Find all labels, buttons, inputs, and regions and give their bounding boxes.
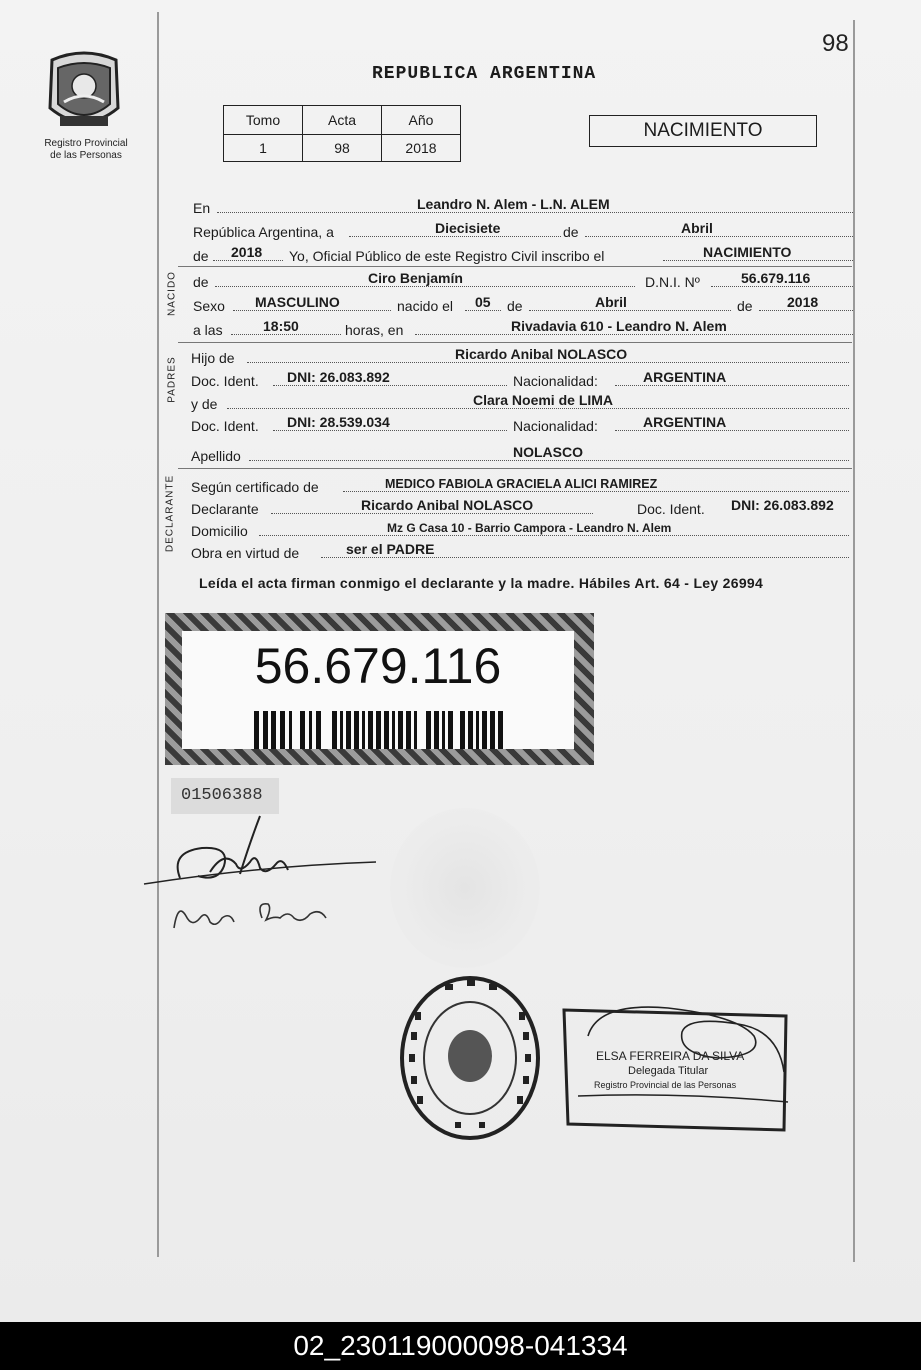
row-en	[193, 196, 853, 216]
footer-code: 02_230119000098-041334	[0, 1322, 921, 1370]
value-father-doc: DNI: 26.083.892	[287, 369, 390, 385]
row-domicilio	[191, 519, 851, 539]
document-title: REPUBLICA ARGENTINA	[372, 64, 597, 84]
dotted-line	[759, 310, 853, 311]
dotted-line	[663, 260, 853, 261]
dotted-line	[271, 513, 593, 514]
dotted-line	[247, 362, 849, 363]
value-birth-month: Abril	[595, 294, 627, 310]
value-father-nationality: ARGENTINA	[643, 369, 727, 385]
section-label-declarante: DECLARANTE	[164, 474, 176, 553]
dni-sticker-label	[182, 631, 574, 749]
value-mother-nationality: ARGENTINA	[643, 414, 727, 430]
serial-number: 01506388	[181, 786, 263, 805]
value-act: NACIMIENTO	[703, 244, 792, 260]
value-day: Diecisiete	[435, 220, 501, 236]
serial-stamp	[171, 778, 279, 814]
dotted-line	[273, 430, 507, 431]
value-birth-day: 05	[475, 294, 491, 310]
closing-statement: Leída el acta firman conmigo el declarante y la madre. Hábiles Art. 64 - Ley 26994	[199, 575, 764, 591]
value-child-dni: 56.679.116	[741, 270, 811, 286]
dotted-line	[215, 286, 635, 287]
misiones-seal-icon	[44, 46, 124, 136]
value-child-name: Ciro Benjamín	[368, 270, 463, 286]
label-sexo: Sexo	[193, 298, 225, 314]
label-de: de	[737, 298, 753, 314]
label-dni: D.N.I. Nº	[645, 274, 700, 290]
value-certificate: MEDICO FABIOLA GRACIELA ALICI RAMIREZ	[385, 477, 658, 491]
section-separator	[178, 266, 852, 267]
label-a-las: a las	[193, 322, 223, 338]
label-declarante: Declarante	[191, 501, 259, 517]
dotted-line	[615, 430, 849, 431]
row-hijo-de	[191, 346, 851, 366]
label-nacionalidad: Nacionalidad:	[513, 373, 598, 389]
registry-line-1: Registro Provincial	[44, 138, 128, 149]
dotted-line	[213, 260, 283, 261]
value-month: Abril	[681, 220, 713, 236]
right-margin-line	[853, 20, 855, 1262]
row-certificado	[191, 475, 851, 495]
label-doc-ident: Doc. Ident.	[191, 418, 259, 434]
barcode-icon	[254, 711, 504, 749]
label-nacido-el: nacido el	[397, 298, 454, 314]
dotted-line	[217, 212, 853, 213]
row-apellido	[191, 444, 851, 464]
table-header: Año	[382, 106, 461, 135]
row-father-doc	[191, 369, 851, 389]
row-obra	[191, 541, 851, 561]
dotted-line	[711, 286, 853, 287]
label-de: de	[507, 298, 523, 314]
value-address: Mz G Casa 10 - Barrio Campora - Leandro N. Alem	[387, 521, 672, 535]
dotted-line	[615, 385, 849, 386]
declarant-signature-icon	[140, 812, 380, 892]
dotted-line	[465, 310, 501, 311]
row-declarante	[191, 497, 851, 517]
label-doc-ident: Doc. Ident.	[637, 501, 705, 517]
table-cell: 2018	[382, 135, 461, 162]
row-sexo	[193, 294, 853, 314]
dotted-line	[585, 236, 853, 237]
dotted-line	[249, 460, 849, 461]
label-hijo-de: Hijo de	[191, 350, 235, 366]
label-en: En	[193, 200, 211, 216]
dotted-line	[321, 557, 849, 558]
section-label-padres: PADRES	[166, 356, 178, 403]
section-separator	[178, 342, 852, 343]
table-cell: 1	[224, 135, 303, 162]
value-reason: ser el PADRE	[346, 541, 435, 557]
value-birth-time: 18:50	[263, 318, 299, 334]
registry-name	[30, 138, 142, 162]
value-father-name: Ricardo Anibal NOLASCO	[455, 346, 628, 362]
dotted-line	[415, 334, 853, 335]
registry-line-2: de las Personas	[50, 150, 122, 161]
dotted-line	[231, 334, 341, 335]
section-separator	[178, 468, 852, 469]
dotted-line	[273, 385, 507, 386]
label-domicilio: Domicilio	[191, 523, 248, 539]
label-doc-ident: Doc. Ident.	[191, 373, 259, 389]
row-mother-doc	[191, 414, 851, 434]
dni-sticker-number: 56.679.116	[254, 638, 502, 694]
round-stamp-icon	[395, 972, 545, 1144]
row-hora	[193, 318, 853, 338]
value-sexo: MASCULINO	[255, 294, 340, 310]
value-birth-year: 2018	[787, 294, 819, 310]
page-number: 98	[822, 30, 849, 57]
table-header: Tomo	[224, 106, 303, 135]
label-y-de: y de	[191, 396, 218, 412]
value-declarant-name: Ricardo Anibal NOLASCO	[361, 497, 534, 513]
dotted-line	[343, 491, 849, 492]
value-year: 2018	[231, 244, 263, 260]
svg-text:Registro Provincial de las Per: Registro Provincial de las Personas	[594, 1080, 737, 1090]
section-label-nacido: NACIDO	[166, 271, 178, 316]
dotted-line	[259, 535, 849, 536]
row-republica	[193, 220, 853, 240]
value-apellido: NOLASCO	[513, 444, 583, 460]
dotted-line	[233, 310, 391, 311]
svg-text:Delegada Titular: Delegada Titular	[628, 1065, 709, 1077]
label-certificado: Según certificado de	[191, 479, 319, 495]
label-de: de	[193, 274, 209, 290]
mother-signature-icon	[170, 888, 340, 938]
value-mother-name: Clara Noemi de LIMA	[473, 392, 614, 408]
record-type-box: NACIMIENTO	[589, 115, 817, 147]
tomo-acta-anio-table	[223, 105, 461, 162]
label-de: de	[563, 224, 579, 240]
svg-text:ELSA FERREIRA DA SILVA: ELSA FERREIRA DA SILVA	[596, 1049, 745, 1063]
value-locality: Leandro N. Alem - L.N. ALEM	[417, 196, 610, 212]
label-republica: República Argentina, a	[193, 224, 334, 240]
label-yo-oficial: Yo, Oficial Público de este Registro Civil inscribo el	[289, 248, 605, 264]
table-cell: 98	[303, 135, 382, 162]
watermark	[390, 808, 540, 968]
dotted-line	[529, 310, 731, 311]
label-nacionalidad: Nacionalidad:	[513, 418, 598, 434]
dni-sticker	[165, 613, 594, 765]
table-header: Acta	[303, 106, 382, 135]
value-birth-place: Rivadavia 610 - Leandro N. Alem	[511, 318, 727, 334]
label-de: de	[193, 248, 209, 264]
row-yo	[193, 244, 853, 264]
row-y-de	[191, 392, 851, 412]
left-margin-line	[157, 12, 159, 1257]
dotted-line	[227, 408, 849, 409]
official-stamp-icon	[558, 996, 792, 1141]
value-mother-doc: DNI: 28.539.034	[287, 414, 390, 430]
value-declarant-doc: DNI: 26.083.892	[731, 497, 834, 513]
row-nacido-name	[193, 270, 853, 290]
label-horas-en: horas, en	[345, 322, 404, 338]
dotted-line	[349, 236, 561, 237]
label-apellido: Apellido	[191, 448, 241, 464]
label-obra: Obra en virtud de	[191, 545, 300, 561]
